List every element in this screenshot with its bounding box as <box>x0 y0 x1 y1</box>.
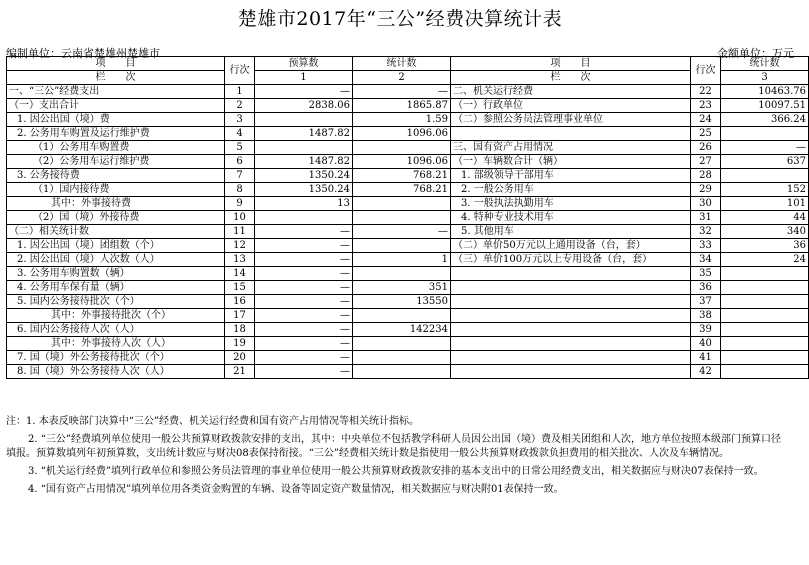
left-row-no: 13 <box>225 253 255 267</box>
left-item-label: 其中：外事接待批次（个） <box>7 309 225 323</box>
right-item-label: （二）参照公务员法管理事业单位 <box>451 113 691 127</box>
table-row <box>7 267 809 281</box>
table-row <box>7 141 809 155</box>
left-item-label: 1. 因公出国（境）费 <box>7 113 225 127</box>
stat-value: 1096.06 <box>353 127 451 141</box>
table-row <box>7 99 809 113</box>
stat-value <box>353 337 451 351</box>
right-item-label <box>451 127 691 141</box>
left-item-label: （1）公务用车购置费 <box>7 141 225 155</box>
statistics-table <box>6 56 809 379</box>
left-row-no: 6 <box>225 155 255 169</box>
left-item-label: 1. 因公出国（境）团组数（个） <box>7 239 225 253</box>
budget-value: — <box>255 239 353 253</box>
right-row-no: 36 <box>691 281 721 295</box>
left-row-no: 5 <box>225 141 255 155</box>
right-item-label <box>451 337 691 351</box>
right-row-no: 34 <box>691 253 721 267</box>
right-stat-value <box>721 365 809 379</box>
right-stat-value <box>721 351 809 365</box>
table-row <box>7 365 809 379</box>
right-row-no: 31 <box>691 211 721 225</box>
budget-value: — <box>255 337 353 351</box>
right-item-label: 三、国有资产占用情况 <box>451 141 691 155</box>
table-row <box>7 211 809 225</box>
right-item-label <box>451 309 691 323</box>
right-row-no: 33 <box>691 239 721 253</box>
right-row-no: 28 <box>691 169 721 183</box>
header-sub: 栏 次 <box>7 71 225 85</box>
left-item-label: 3. 公务接待费 <box>7 169 225 183</box>
table-row <box>7 197 809 211</box>
table-row <box>7 155 809 169</box>
left-row-no: 19 <box>225 337 255 351</box>
right-item-label: 二、机关运行经费 <box>451 85 691 99</box>
right-item-label <box>451 295 691 309</box>
stat-value <box>353 365 451 379</box>
right-row-no: 42 <box>691 365 721 379</box>
right-stat-value: 366.24 <box>721 113 809 127</box>
right-item-label: 5. 其他用车 <box>451 225 691 239</box>
right-stat-value: 44 <box>721 211 809 225</box>
right-item-label <box>451 365 691 379</box>
budget-value: — <box>255 85 353 99</box>
table-row <box>7 239 809 253</box>
budget-value: — <box>255 323 353 337</box>
right-row-no: 37 <box>691 295 721 309</box>
budget-value: — <box>255 309 353 323</box>
left-row-no: 9 <box>225 197 255 211</box>
right-stat-value <box>721 281 809 295</box>
left-item-label: 2. 因公出国（境）人次数（人） <box>7 253 225 267</box>
right-row-no: 23 <box>691 99 721 113</box>
left-item-label: 8. 国（境）外公务接待人次（人） <box>7 365 225 379</box>
header-col1: 1 <box>255 71 353 85</box>
left-item-label: 4. 公务用车保有量（辆） <box>7 281 225 295</box>
right-item-label <box>451 267 691 281</box>
table-row <box>7 113 809 127</box>
budget-value: 1350.24 <box>255 169 353 183</box>
stat-value <box>353 351 451 365</box>
right-stat-value <box>721 295 809 309</box>
stat-value <box>353 197 451 211</box>
left-row-no: 2 <box>225 99 255 113</box>
budget-value: — <box>255 267 353 281</box>
budget-value: — <box>255 281 353 295</box>
table-row <box>7 337 809 351</box>
header-stat-right: 统计数 <box>721 57 809 71</box>
left-row-no: 17 <box>225 309 255 323</box>
left-row-no: 10 <box>225 211 255 225</box>
right-stat-value <box>721 127 809 141</box>
right-item-label: 1. 部级领导干部用车 <box>451 169 691 183</box>
left-item-label: 一、“三公”经费支出 <box>7 85 225 99</box>
table-row <box>7 295 809 309</box>
right-item-label <box>451 281 691 295</box>
stat-value: — <box>353 225 451 239</box>
stat-value: 768.21 <box>353 183 451 197</box>
right-row-no: 41 <box>691 351 721 365</box>
budget-value <box>255 211 353 225</box>
table-row <box>7 169 809 183</box>
right-row-no: 29 <box>691 183 721 197</box>
stat-value: 1.59 <box>353 113 451 127</box>
table-row <box>7 85 809 99</box>
right-item-label: （三）单价100万元以上专用设备（台，套） <box>451 253 691 267</box>
table-row <box>7 323 809 337</box>
right-row-no: 32 <box>691 225 721 239</box>
budget-value: 2838.06 <box>255 99 353 113</box>
left-row-no: 4 <box>225 127 255 141</box>
budget-value: — <box>255 365 353 379</box>
right-row-no: 24 <box>691 113 721 127</box>
left-row-no: 15 <box>225 281 255 295</box>
right-stat-value: 340 <box>721 225 809 239</box>
right-item-label: 3. 一般执法执勤用车 <box>451 197 691 211</box>
right-item-label <box>451 323 691 337</box>
right-row-no: 26 <box>691 141 721 155</box>
left-row-no: 7 <box>225 169 255 183</box>
stat-value: 1096.06 <box>353 155 451 169</box>
right-row-no: 22 <box>691 85 721 99</box>
right-row-no: 39 <box>691 323 721 337</box>
right-stat-value: 637 <box>721 155 809 169</box>
left-row-no: 16 <box>225 295 255 309</box>
left-item-label: （2）公务用车运行维护费 <box>7 155 225 169</box>
budget-value: 1487.82 <box>255 155 353 169</box>
right-stat-value <box>721 323 809 337</box>
right-row-no: 30 <box>691 197 721 211</box>
right-stat-value <box>721 169 809 183</box>
right-item-label <box>451 351 691 365</box>
right-stat-value: 10097.51 <box>721 99 809 113</box>
right-stat-value <box>721 267 809 281</box>
stat-value <box>353 141 451 155</box>
left-item-label: 其中：外事接待人次（人） <box>7 337 225 351</box>
table-row <box>7 309 809 323</box>
right-row-no: 38 <box>691 309 721 323</box>
amount-unit: 金额单位：万元 <box>717 47 794 60</box>
notes <box>6 415 786 501</box>
right-stat-value: 10463.76 <box>721 85 809 99</box>
stat-value: 1865.87 <box>353 99 451 113</box>
budget-value <box>255 113 353 127</box>
table-row <box>7 281 809 295</box>
left-item-label: 2. 公务用车购置及运行维护费 <box>7 127 225 141</box>
header-budget: 预算数 <box>255 57 353 71</box>
stat-value: 142234 <box>353 323 451 337</box>
budget-value: — <box>255 351 353 365</box>
stat-value: — <box>353 85 451 99</box>
stat-value <box>353 309 451 323</box>
compiling-unit: 编制单位：云南省楚雄州楚雄市 <box>6 47 160 60</box>
note-2: 2. “三公”经费填列单位使用一般公共预算财政拨款安排的支出，其中：中央单位不包括教学科研人员因公出国（境）费及相关团组和人次，地方单位按照本级部门预算口径填报。预算数填列年初预算数，支出统计数应与财决08表保持衔接。“三公”经费相关统计数是指使用一般公共预算财政拨款负担费用的相关批次、人次及车辆情况。 <box>6 434 781 459</box>
left-row-no: 11 <box>225 225 255 239</box>
right-item-label: （一）行政单位 <box>451 99 691 113</box>
right-item-label: 2. 一般公务用车 <box>451 183 691 197</box>
right-stat-value: 152 <box>721 183 809 197</box>
note-1: 注：1. 本表反映部门决算中“三公”经费、机关运行经费和国有资产占用情况等相关统计指标。 <box>6 416 419 427</box>
budget-value: 1350.24 <box>255 183 353 197</box>
table-row <box>7 183 809 197</box>
stat-value <box>353 239 451 253</box>
budget-value: 1487.82 <box>255 127 353 141</box>
budget-value: — <box>255 225 353 239</box>
left-row-no: 8 <box>225 183 255 197</box>
header-sub-right: 栏 次 <box>451 71 691 85</box>
right-item-label: 4. 特种专业技术用车 <box>451 211 691 225</box>
right-stat-value: — <box>721 141 809 155</box>
stat-value: 13550 <box>353 295 451 309</box>
page-title: 楚雄市2017年“三公”经费决算统计表 <box>237 8 563 30</box>
header-col2: 2 <box>353 71 451 85</box>
budget-value: 13 <box>255 197 353 211</box>
left-row-no: 21 <box>225 365 255 379</box>
left-row-no: 20 <box>225 351 255 365</box>
left-item-label: （二）相关统计数 <box>7 225 225 239</box>
left-item-label: 3. 公务用车购置数（辆） <box>7 267 225 281</box>
left-item-label: （2）国（境）外接待费 <box>7 211 225 225</box>
stat-value: 351 <box>353 281 451 295</box>
header-col3: 3 <box>721 71 809 85</box>
right-row-no: 27 <box>691 155 721 169</box>
table-row <box>7 225 809 239</box>
right-stat-value <box>721 309 809 323</box>
right-row-no: 40 <box>691 337 721 351</box>
header-item-right: 项 目 <box>451 57 691 71</box>
left-row-no: 1 <box>225 85 255 99</box>
right-stat-value <box>721 337 809 351</box>
right-row-no: 35 <box>691 267 721 281</box>
header-row-no: 行次 <box>225 57 255 85</box>
stat-value: 768.21 <box>353 169 451 183</box>
left-row-no: 14 <box>225 267 255 281</box>
note-3: 3. “机关运行经费”填列行政单位和参照公务员法管理的事业单位使用一般公共预算财政拨款安排的基本支出中的日常公用经费支出，相关数据应与财决07表保持一致。 <box>28 466 764 477</box>
budget-value <box>255 141 353 155</box>
right-stat-value: 24 <box>721 253 809 267</box>
left-row-no: 18 <box>225 323 255 337</box>
budget-value: — <box>255 253 353 267</box>
stat-value: 1 <box>353 253 451 267</box>
left-item-label: 7. 国（境）外公务接待批次（个） <box>7 351 225 365</box>
right-stat-value: 101 <box>721 197 809 211</box>
table-row <box>7 351 809 365</box>
header-row-no-right: 行次 <box>691 57 721 85</box>
left-item-label: 其中：外事接待费 <box>7 197 225 211</box>
left-row-no: 12 <box>225 239 255 253</box>
right-row-no: 25 <box>691 127 721 141</box>
header-item: 项 目 <box>7 57 225 71</box>
left-row-no: 3 <box>225 113 255 127</box>
right-item-label: （二）单价50万元以上通用设备（台，套） <box>451 239 691 253</box>
note-4: 4. “国有资产占用情况”填列单位用各类资金购置的车辆、设备等固定资产数量情况，相关数据应与财决附01表保持一致。 <box>28 484 564 495</box>
header-stat: 统计数 <box>353 57 451 71</box>
table-row <box>7 127 809 141</box>
left-item-label: （一）支出合计 <box>7 99 225 113</box>
right-item-label: （一）车辆数合计（辆） <box>451 155 691 169</box>
stat-value <box>353 211 451 225</box>
right-stat-value: 36 <box>721 239 809 253</box>
left-item-label: 6. 国内公务接待人次（人） <box>7 323 225 337</box>
stat-value <box>353 267 451 281</box>
budget-value: — <box>255 295 353 309</box>
left-item-label: 5. 国内公务接待批次（个） <box>7 295 225 309</box>
left-item-label: （1）国内接待费 <box>7 183 225 197</box>
table-row <box>7 253 809 267</box>
